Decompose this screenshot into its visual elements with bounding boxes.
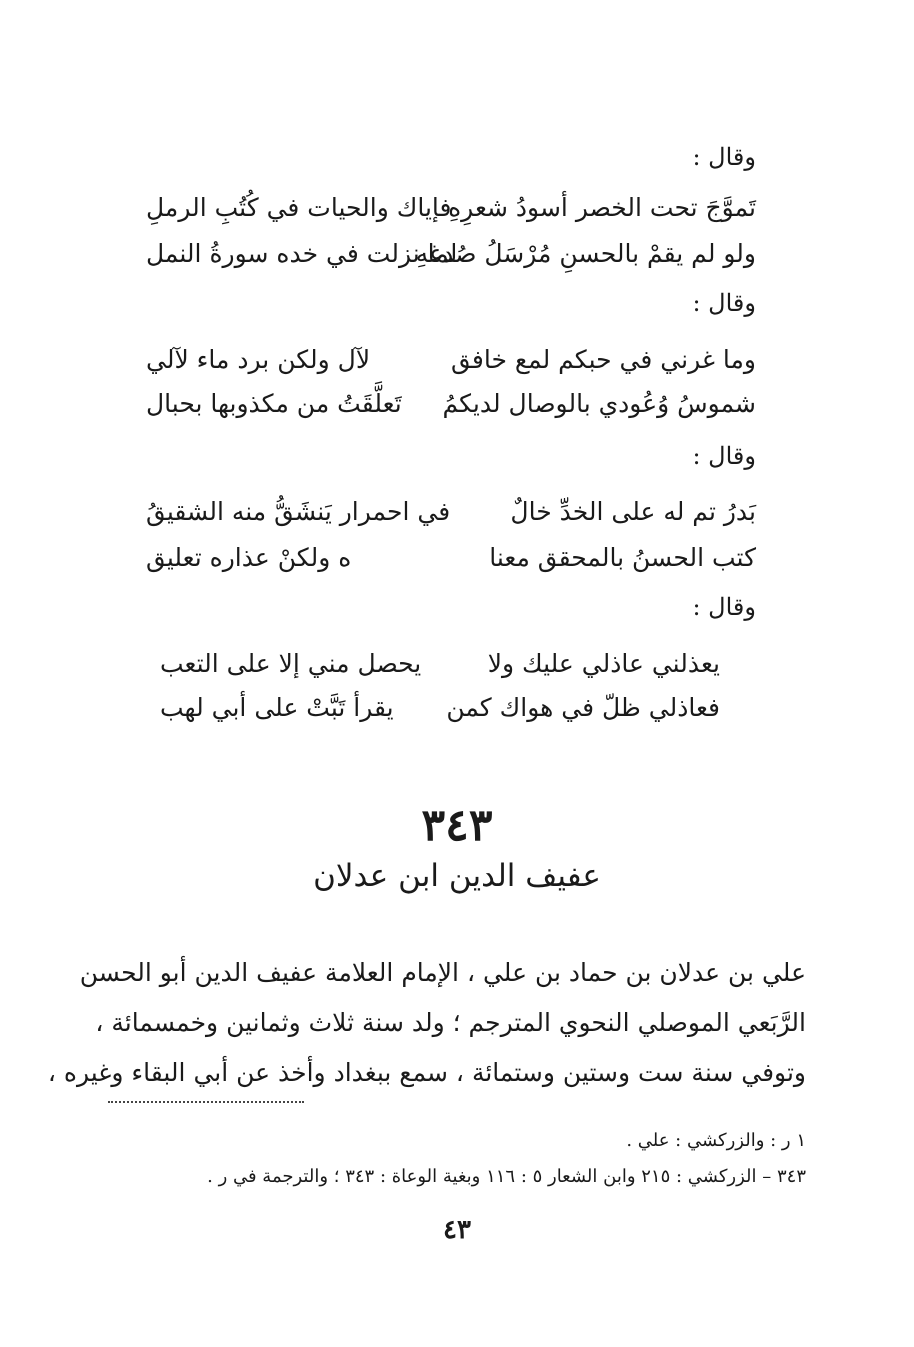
verse-first-hemistich: وما غرني في حبكم لمع خافق: [451, 345, 756, 374]
footnote: ١ ر : والزركشي : علي .: [626, 1130, 806, 1151]
page-number: ٤٣: [443, 1215, 471, 1245]
verse-second-hemistich: ه ولكنْ عذاره تعليق: [146, 543, 352, 572]
verse-first-hemistich: شموسُ وُعُودي بالوصال لديكمُ: [442, 389, 756, 418]
verse-first-hemistich: تَموَّجَ تحت الخصر أسودُ شعرِهِ: [448, 193, 756, 222]
verse-first-hemistich: بَدرُ تم له على الخدِّ خالٌ: [510, 497, 756, 526]
verse-line: [146, 340, 756, 380]
verse-first-hemistich: ولو لم يقمْ بالحسنِ مُرْسَلُ صُدغهِ: [415, 239, 756, 268]
verse-line: [146, 234, 756, 274]
verse-line: [160, 644, 720, 684]
verse-second-hemistich: لما نزلت في خده سورةُ النمل: [146, 239, 458, 268]
footnote-separator: [108, 1101, 304, 1103]
verse-line: [160, 688, 720, 728]
footnote: ٣٤٣ – الزركشي : ٢١٥ وابن الشعار ٥ : ١١٦ وبغية الوعاة : ٣٤٣ ؛ والترجمة في ر .: [207, 1166, 806, 1187]
paragraph-line: علي بن عدلان بن حماد بن علي ، الإمام العلامة عفيف الدين أبو الحسن: [79, 958, 806, 987]
verse-first-hemistich: فعاذلي ظلّ في هواك كمن: [446, 693, 720, 722]
verse-line: [146, 384, 756, 424]
verse-line: [146, 538, 756, 578]
verse-second-hemistich: يقرأ تَبَّتْ على أبي لهب: [160, 693, 394, 722]
verse-line: [146, 188, 756, 228]
verse-line: [146, 492, 756, 532]
poem-intro: وقال :: [692, 442, 756, 470]
poem-intro: وقال :: [692, 289, 756, 317]
biography-paragraph: [47, 948, 806, 1098]
verse-second-hemistich: تَعلَّقَتُ من مكذوبها بحبال: [146, 389, 402, 418]
verse-first-hemistich: كتب الحسنُ بالمحقق معنا: [489, 543, 756, 572]
poem-intro: وقال :: [692, 593, 756, 621]
verse-second-hemistich: لآل ولكن برد ماء لآلي: [146, 345, 371, 374]
entry-number: ٣٤٣: [421, 800, 493, 851]
entry-title: عفيف الدين ابن عدلان: [313, 858, 601, 894]
poem-intro: وقال :: [692, 143, 756, 171]
paragraph-line: الرَّبَعي الموصلي النحوي المترجم ؛ ولد سنة ثلاث وثمانين وخمسمائة ،: [95, 1008, 806, 1037]
verse-second-hemistich: في احمرار يَنشَقُّ منه الشقيقُ: [146, 497, 451, 526]
paragraph-line: وتوفي سنة ست وستين وستمائة ، سمع ببغداد وأخذ عن أبي البقاء وغيره ،: [47, 1058, 806, 1087]
verse-first-hemistich: يعذلني عاذلي عليك ولا: [487, 649, 720, 678]
verse-second-hemistich: يحصل مني إلا على التعب: [160, 649, 422, 678]
verse-second-hemistich: فإياك والحيات في كُتُبِ الرملِ: [146, 193, 452, 222]
